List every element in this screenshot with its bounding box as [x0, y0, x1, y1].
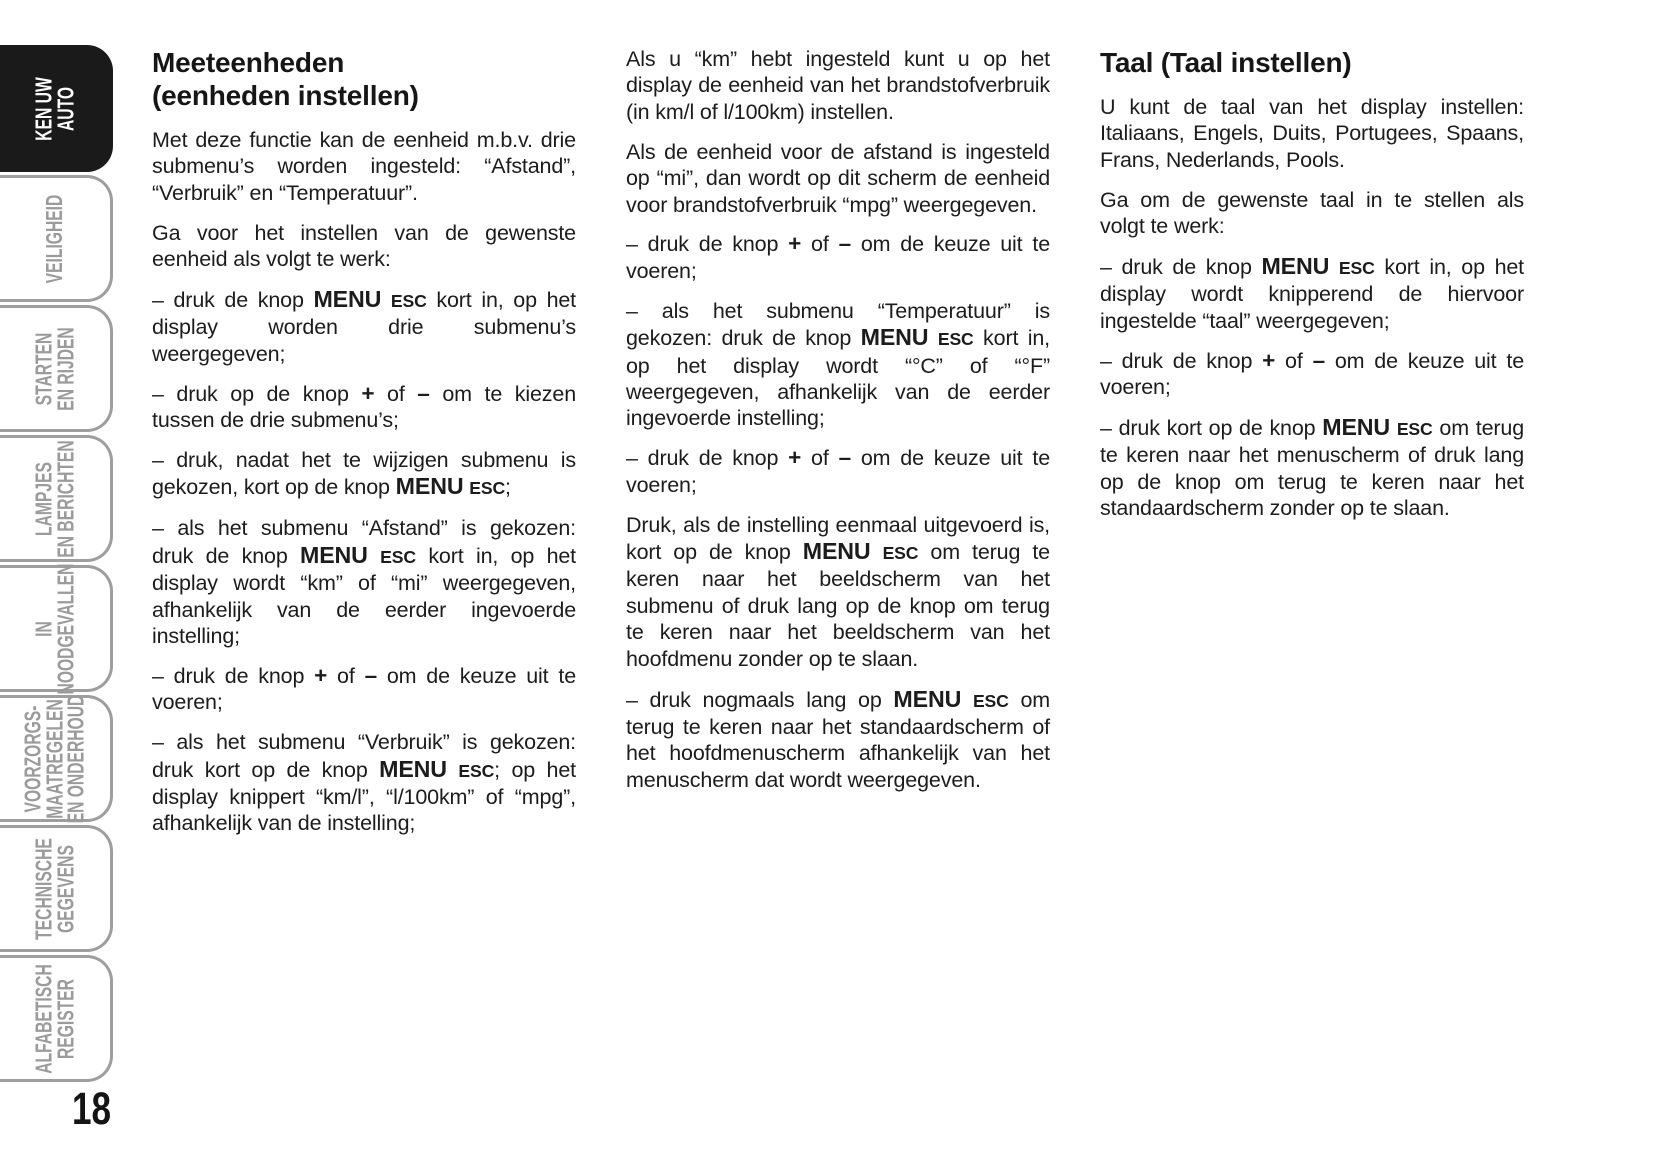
sidebar-tab-voorzorgsmaatregelen-en-onderhoud[interactable] — [0, 695, 113, 822]
text-segment: kort in, op het display wordt “km” of “mi” weergegeven, afhankelijk van de eerder ingevoerde instelling; — [152, 543, 577, 648]
text-segment: ; — [505, 475, 511, 500]
text-segment: of — [327, 663, 365, 688]
text-segment: om te kiezen tussen de drie submenu’s; — [152, 381, 577, 433]
text-segment: – druk de knop — [1100, 255, 1262, 280]
text-segment: – druk de knop — [152, 663, 315, 688]
text-segment: – druk kort op de knop — [1100, 416, 1323, 441]
sidebar-tab-alfabetisch-register[interactable] — [0, 955, 113, 1082]
text-segment: om terug te keren naar het menuscherm of druk lang op de knop om terug te keren naar het standaardscherm zonder op te slaan. — [1100, 416, 1524, 521]
sign-button-label: – — [838, 231, 851, 257]
menu-button-label: MENU — [802, 538, 871, 564]
text-segment: – als het submenu “Verbruik” is gekozen: druk kort op de knop — [152, 730, 576, 782]
menu-button-label: MENU — [379, 755, 447, 782]
sidebar-tab-lampjes-en-berichten[interactable] — [0, 435, 113, 562]
sidebar-tab-label: KEN UW AUTO — [30, 76, 78, 141]
paragraph — [152, 220, 576, 273]
menu-button-label: MENU — [860, 324, 929, 351]
text-column-2 — [626, 46, 1050, 850]
paragraph — [152, 515, 576, 649]
sidebar-tab-label: STARTEN EN RIJDEN — [30, 326, 78, 411]
text-segment: om de keuze uit te voeren; — [1100, 348, 1525, 400]
text-segment: kort in, op het display wordt knipperend de hiervoor ingestelde “taal” weergegeven; — [1100, 255, 1525, 333]
meeteenheden-heading: Meeteenheden (eenheden instellen) — [152, 47, 419, 111]
esc-button-label: ESC — [972, 690, 1009, 711]
paragraph — [152, 127, 576, 206]
text-segment — [928, 326, 937, 350]
sidebar-tab-ken-uw-auto[interactable] — [0, 45, 113, 172]
text-segment: of — [1275, 348, 1313, 373]
text-segment — [447, 758, 458, 782]
sign-button-label: + — [788, 445, 802, 471]
manual-page-content — [152, 46, 1524, 850]
paragraph — [1100, 348, 1524, 401]
text-segment: – druk op de knop — [152, 381, 362, 406]
section-tab-bar — [0, 45, 113, 1082]
paragraph — [152, 286, 576, 367]
paragraph — [626, 445, 1050, 498]
sidebar-tab-label: ALFABETISCH REGISTER — [30, 963, 78, 1074]
sign-button-label: + — [361, 380, 375, 406]
sidebar-tab-in-noodgevallen[interactable] — [0, 565, 113, 692]
text-segment — [1390, 416, 1397, 440]
esc-button-label: ESC — [1338, 258, 1375, 279]
paragraph — [626, 139, 1050, 218]
text-segment: of — [801, 232, 839, 257]
sidebar-tab-label: TECHNISCHE GEGEVENS — [30, 837, 78, 940]
sidebar-tab-label: IN NOODGEVALLEN — [30, 563, 78, 694]
esc-button-label: ESC — [937, 329, 974, 350]
paragraph — [626, 512, 1050, 672]
sign-button-label: – — [364, 662, 377, 688]
esc-button-label: ESC — [390, 291, 427, 312]
esc-button-label: ESC — [458, 760, 495, 781]
paragraph — [152, 447, 576, 502]
paragraph — [626, 686, 1050, 794]
paragraph — [1100, 253, 1524, 334]
text-segment — [381, 288, 391, 312]
menu-button-label: MENU — [1322, 414, 1391, 441]
esc-button-label: ESC — [1396, 419, 1433, 440]
text-segment: Met deze functie kan de eenheid m.b.v. drie submenu’s worden ingesteld: “Afstand”, “Verbruik” en “Temperatuur”. — [152, 128, 576, 205]
text-column-3 — [1100, 46, 1524, 850]
menu-button-label: MENU — [893, 685, 962, 712]
text-segment: om terug te keren naar het standaardscherm of het hoofdmenuscherm afhankelijk van het menuscherm dat wordt weergegeven. — [626, 687, 1051, 792]
text-segment: Ga voor het instellen van de gewenste eenheid als volgt te werk: — [152, 220, 576, 272]
text-segment: – druk nogmaals lang op — [626, 687, 894, 712]
text-segment — [368, 544, 380, 568]
sign-button-label: – — [838, 445, 851, 471]
sign-button-label: + — [788, 231, 802, 257]
text-segment: – druk de knop — [152, 288, 314, 313]
text-segment: om de keuze uit te voeren; — [626, 446, 1051, 497]
menu-button-label: MENU — [313, 286, 382, 313]
text-segment — [1329, 255, 1339, 279]
esc-button-label: ESC — [380, 546, 416, 567]
text-segment: om terug te keren naar het beeldscherm van het submenu of druk lang op de knop om terug te keren naar het beeldscherm van het hoofdmenu zonder op te slaan. — [626, 540, 1050, 671]
text-segment: Als u “km” hebt ingesteld kunt u op het display de eenheid van het brandstofverbruik (in km/l of l/100km) instellen. — [626, 47, 1050, 124]
menu-button-label: MENU — [300, 541, 368, 568]
page-number: 18 — [72, 1083, 112, 1134]
paragraph — [626, 231, 1050, 284]
sidebar-tab-label: VOORZORGS- MAATREGELEN EN ONDERHOUD — [19, 694, 89, 823]
esc-button-label: ESC — [469, 478, 506, 499]
text-segment: Als de eenheid voor de afstand is ingesteld op “mi”, dan wordt op dit scherm de eenheid voor brandstofverbruik “mpg” weergegeven. — [626, 139, 1050, 217]
sidebar-tab-starten-en-rijden[interactable] — [0, 305, 113, 432]
sidebar-tab-label: VEILIGHEID — [41, 194, 68, 283]
paragraph — [152, 729, 576, 837]
sign-button-label: + — [314, 662, 328, 688]
menu-button-label: MENU — [1261, 253, 1330, 280]
text-segment: – druk de knop — [626, 232, 789, 257]
text-segment: – als het submenu “Afstand” is gekozen: druk de knop — [152, 516, 576, 568]
text-column-1 — [152, 46, 576, 850]
sign-button-label: – — [417, 380, 430, 406]
sign-button-label: – — [1312, 347, 1325, 373]
taal-heading: Taal (Taal instellen) — [1100, 47, 1352, 78]
paragraph — [1100, 414, 1524, 522]
text-segment: of — [374, 381, 418, 406]
menu-button-label: MENU — [395, 473, 464, 500]
text-segment: om de keuze uit te voeren; — [626, 232, 1051, 283]
text-segment: kort in, op het display worden drie submenu’s weergegeven; — [152, 288, 577, 366]
paragraph — [1100, 187, 1524, 240]
text-segment: Druk, als de instelling eenmaal uitgevoerd is, kort op de knop — [626, 512, 1050, 564]
paragraph — [626, 46, 1050, 125]
paragraph — [152, 663, 576, 716]
text-segment: – druk, nadat het te wijzigen submenu is gekozen, kort op de knop — [152, 448, 576, 500]
text-segment: – druk de knop — [626, 446, 789, 471]
text-segment: kort in, op het display wordt “°C” of “°F” weergegeven, afhankelijk van de eerder ingevoerde instelling; — [626, 326, 1050, 431]
paragraph — [626, 298, 1050, 432]
esc-button-label: ESC — [882, 543, 919, 563]
text-segment: U kunt de taal van het display instellen: Italiaans, Engels, Duits, Portugees, Spaans, Frans, Nederlands, Pools. — [1100, 95, 1524, 172]
sign-button-label: + — [1262, 347, 1276, 373]
text-segment: – als het submenu “Temperatuur” is gekozen: druk de knop — [626, 298, 1050, 351]
sidebar-tab-label: LAMPJES EN BERICHTEN — [30, 439, 78, 558]
sidebar-tab-technische-gegevens[interactable] — [0, 825, 113, 952]
text-segment — [871, 540, 883, 564]
text-segment: Ga om de gewenste taal in te stellen als volgt te werk: — [1100, 187, 1524, 239]
text-segment: ; op het display knippert “km/l”, “l/100km” of “mpg”, afhankelijk van de instelling; — [152, 757, 576, 836]
paragraph — [1100, 94, 1524, 173]
text-segment — [961, 688, 973, 712]
text-segment: of — [801, 446, 839, 471]
sidebar-tab-veiligheid[interactable] — [0, 175, 113, 302]
text-segment: om de keuze uit te voeren; — [152, 663, 577, 715]
paragraph — [152, 381, 576, 434]
text-segment: – druk de knop — [1100, 348, 1263, 373]
